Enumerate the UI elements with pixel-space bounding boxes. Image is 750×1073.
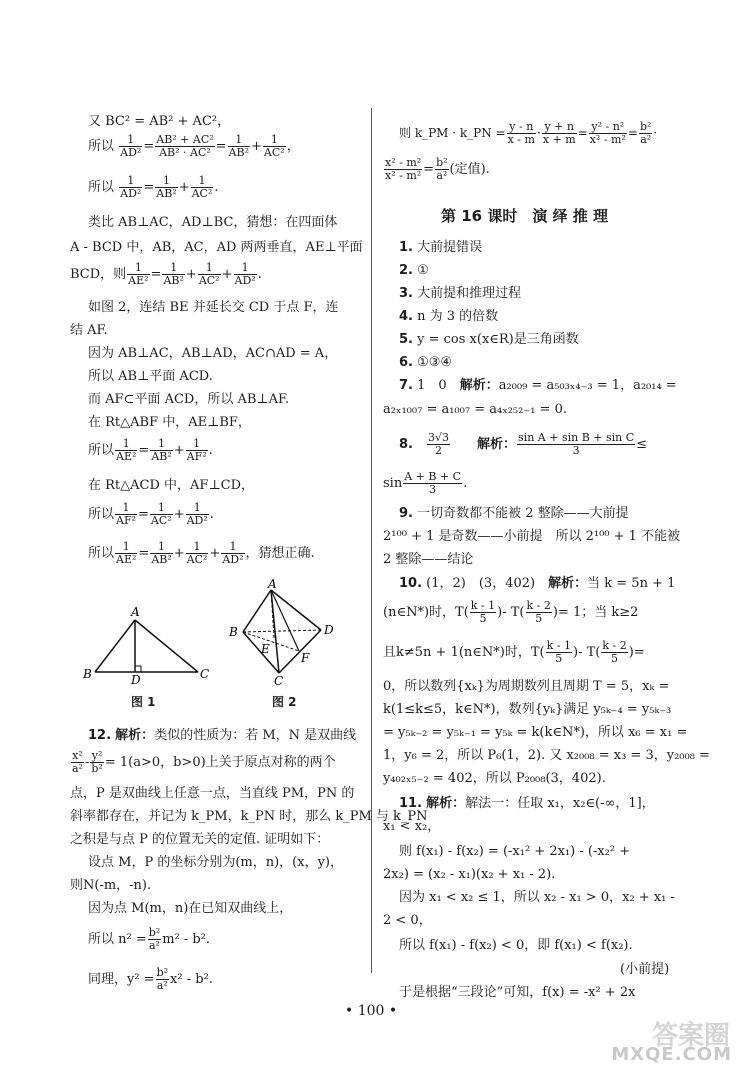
- formula-line: 所以 $\frac{1}{\text{AD²}}$ = $\frac{\text{AB² + AC²}}{\text{AB² · AC²}}$ = $\frac{1}{\text{AB²}}$ + $\frac{1}{\text{AC²}}$ ，: [88, 133, 300, 159]
- figure-1-caption: 图 1: [131, 695, 156, 709]
- text-line: 0，所以数列{xₖ}为周期数列且周期 T = 5，xₖ =: [383, 679, 670, 694]
- text-line: 而 AF⊂平面 ACD，所以 AB⊥AF.: [88, 392, 290, 407]
- text-line: 类比 AB⊥AC，AD⊥BC，猜想：在四面体: [88, 215, 338, 230]
- fraction: $\frac{\text{b²}}{\text{a²}}$: [436, 156, 448, 182]
- point-label-E: E: [261, 642, 270, 656]
- text-line: 又 BC² = AB² + AC²，: [88, 114, 231, 129]
- formula-line: 所以 $\frac{1}{\text{AF²}}$ = $\frac{1}{\text{AC²}}$ + $\frac{1}{\text{AD²}}$ .: [88, 501, 214, 527]
- point-label-B: B: [229, 625, 238, 639]
- text-line: 2¹⁰⁰ + 1 是奇数——小前提 所以 2¹⁰⁰ + 1 不能被: [383, 529, 681, 544]
- fraction: $\frac{\text{AB² + AC²}}{\text{AB² · AC²}}$: [156, 133, 214, 159]
- fraction: $\frac{1}{\text{AD²}}$: [222, 540, 244, 566]
- figure-2-caption: 图 2: [272, 695, 297, 709]
- answer-1: 1. 大前提错误: [399, 240, 483, 255]
- text-line: 在 Rt△ABF 中，AE⊥BF，: [88, 415, 251, 430]
- fraction: $\frac{1}{\text{AB²}}$: [151, 437, 172, 463]
- fraction: $\frac{1}{\text{AD²}}$: [234, 261, 256, 287]
- fraction: $\frac{1}{\text{AF²}}$: [116, 501, 137, 527]
- fraction: $\frac{k - 2}{5}$: [526, 599, 551, 625]
- lesson-heading: 第 16 课时 演 绎 推 理: [441, 207, 608, 225]
- formula-line: $\frac{\text{x² - m²}}{\text{x² - m²}}$ = $\frac{\text{b²}}{\text{a²}}$ (定值).: [385, 156, 490, 182]
- fraction: $\frac{k - 2}{5}$: [602, 639, 627, 665]
- text-line: y₄₀₂ₓ₅₋₂ = 402，所以 P₂₀₀₈(3，402).: [383, 771, 606, 786]
- fraction: $\frac{1}{\text{AE²}}$: [116, 540, 137, 566]
- fraction: $\frac{A + B + C}{3}$: [404, 470, 462, 496]
- column-divider: [371, 108, 372, 973]
- formula-line: sin $\frac{A + B + C}{3}$ .: [383, 470, 468, 496]
- fraction: $\frac{\text{x²}}{\text{a²}}$: [72, 749, 83, 775]
- point-label-C: C: [274, 674, 284, 688]
- fraction: $\frac{\text{x² - m²}}{\text{x² - m²}}$: [385, 156, 422, 182]
- minor-premise-note: (小前提): [620, 962, 670, 977]
- point-label-B: B: [83, 667, 92, 681]
- point-label-C: C: [200, 667, 210, 681]
- fraction: $\frac{\text{y² - n²}}{\text{x² - m²}}$: [589, 120, 626, 146]
- formula-line: $\frac{\text{x²}}{\text{a²}}$ - $\frac{\text{y²}}{\text{b²}}$ = 1(a>0，b>0)上关于原点对称的两个: [72, 749, 336, 775]
- text-line: 2x₂) = (x₂ - x₁)(x₂ + x₁ - 2).: [383, 867, 556, 882]
- fraction: $\frac{1}{\text{AB²}}$: [163, 261, 184, 287]
- text-line: 2 < 0，: [383, 913, 432, 928]
- text-line: 之积是与点 P 的位置无关的定值. 证明如下：: [70, 832, 330, 847]
- text-line: 所以 AB⊥平面 ACD.: [88, 369, 213, 384]
- fraction: $\frac{k - 1}{5}$: [470, 599, 496, 625]
- formula-line: 所以 $\frac{1}{\text{AE²}}$ = $\frac{1}{\text{AB²}}$ + $\frac{1}{\text{AC²}}$ + $\frac{1}{\text{AD²}}$ ，猜想正确.: [88, 540, 315, 566]
- answer-9: 9. 一切奇数都不能被 2 整除——大前提: [399, 506, 629, 521]
- point-label-D: D: [131, 673, 141, 685]
- formula-line: 所以 $\frac{1}{\text{AD²}}$ = $\frac{1}{\text{AB²}}$ + $\frac{1}{\text{AC²}}$ .: [88, 174, 219, 200]
- answer-11: 11. 解析：解法一：任取 x₁，x₂∈(-∞，1]，: [399, 796, 655, 811]
- text-line: x₁ < x₂，: [383, 819, 441, 834]
- fraction: $\frac{1}{\text{AC²}}$: [186, 540, 208, 566]
- text-line: 结 AF.: [70, 323, 108, 338]
- fraction: $\frac{1}{\text{AD²}}$: [120, 174, 142, 200]
- fraction: $\frac{\text{sin A + sin B + sin C}}{3}$: [518, 431, 635, 457]
- point-label-A: A: [268, 578, 277, 591]
- fraction: $\frac{1}{\text{AD²}}$: [186, 501, 208, 527]
- watermark-logo: [612, 1013, 740, 1069]
- answer-2: 2. ①: [399, 263, 429, 278]
- text-line: 因为点 M(m，n)在已知双曲线上，: [88, 901, 293, 916]
- text: 所以: [88, 139, 115, 154]
- fraction: $\frac{k - 1}{5}$: [546, 639, 571, 665]
- fraction: $\frac{y - n}{x - m}$: [507, 120, 535, 146]
- text-line: 所以 f(x₁) - f(x₂) < 0，即 f(x₁) < f(x₂).: [399, 938, 633, 953]
- text-line: 因为 AB⊥AC，AB⊥AD，AC∩AD = A，: [88, 346, 338, 361]
- watermark-cn: 答案圈: [651, 1021, 730, 1051]
- text-line: 因为 x₁ < x₂ ≤ 1，所以 x₂ - x₁ > 0，x₂ + x₁ -: [399, 890, 675, 905]
- answer-8: 8. $\frac{3√3}{2}$ 解析： $\frac{\text{sin A + sin B + sin C}}{3}$ ≤: [399, 431, 648, 457]
- fraction: $\frac{\text{b²}}{\text{a²}}$: [639, 120, 652, 146]
- formula-line: 所以 n² = $\frac{\text{b²}}{\text{a²}}$ m² - b².: [88, 926, 211, 952]
- fraction: $\frac{1}{\text{AC²}}$: [191, 174, 213, 200]
- fraction: $\frac{3√3}{2}$: [428, 431, 450, 457]
- text-line: = y₅ₖ₋₂ = y₅ₖ₋₁ = y₅ₖ = k(k∈N*)，所以 x₆ = x₁ =: [383, 725, 688, 740]
- fraction: $\frac{1}{\text{AB²}}$: [151, 540, 172, 566]
- formula-line: 且k≠5n + 1(n∈N*)时，T( $\frac{k - 1}{5}$ )- T( $\frac{k - 2}{5}$ )=: [383, 639, 645, 665]
- figure-2-tetrahedron: [228, 578, 338, 688]
- fraction: $\frac{y + n}{x + m}$: [542, 120, 576, 146]
- text-line: 斜率都存在，并记为 k_PM，k_PN 时，那么 k_PM 与 k_PN: [70, 809, 428, 824]
- formula-line: (n∈N*)时，T( $\frac{k - 1}{5}$ )- T( $\frac{k - 2}{5}$ )= 1；当 k≥2: [383, 599, 639, 625]
- text-line: 如图 2，连结 BE 并延长交 CD 于点 F，连: [88, 300, 339, 315]
- page-number: • 100 •: [345, 1003, 398, 1019]
- figure-1-right-triangle: [80, 600, 220, 685]
- fraction: $\frac{1}{\text{AB²}}$: [156, 174, 177, 200]
- text-line: 则 f(x₁) - f(x₂) = (-x₁² + 2x₁) - (-x₂² +: [399, 844, 631, 859]
- fraction: $\frac{1}{\text{AE²}}$: [128, 261, 149, 287]
- answer-6: 6. ①③④: [399, 355, 453, 370]
- answer-4: 4. n 为 3 的倍数: [399, 309, 499, 324]
- point-label-A: A: [131, 605, 140, 619]
- fraction: $\frac{\text{b²}}{\text{a²}}$: [148, 926, 161, 952]
- answer-5: 5. y = cos x(x∈R)是三角函数: [399, 332, 579, 347]
- fraction: $\frac{\text{y²}}{\text{b²}}$: [91, 749, 103, 775]
- fraction: $\frac{1}{\text{AC²}}$: [150, 501, 172, 527]
- text-line: A - BCD 中，AB，AC，AD 两两垂直，AE⊥平面: [70, 240, 363, 255]
- fraction: $\frac{1}{\text{AC²}}$: [198, 261, 220, 287]
- formula-line: 所以 $\frac{1}{\text{AE²}}$ = $\frac{1}{\text{AB²}}$ + $\frac{1}{\text{AF²}}$ .: [88, 437, 213, 463]
- formula-line: 则 k_PM · k_PN = $\frac{y - n}{x - m}$ · $\frac{y + n}{x + m}$ = $\frac{\text{y² - n²}}{\text{x² - m²}}$ = $\frac{\text{b²}}{\text{a²}}$ ·: [399, 120, 658, 146]
- text-line: 则N(-m，-n).: [70, 878, 152, 893]
- point-label-D: D: [324, 623, 334, 637]
- point-label-F: F: [301, 651, 310, 665]
- text-line: 设点 M，P 的坐标分别为(m，n)，(x，y)，: [88, 855, 343, 870]
- text-line: 于是根据“三段论”可知，f(x) = -x² + 2x: [399, 985, 636, 1000]
- fraction: $\frac{1}{\text{AD²}}$: [120, 133, 142, 159]
- fraction: $\frac{1}{\text{AE²}}$: [116, 437, 137, 463]
- answer-3: 3. 大前提和推理过程: [399, 286, 522, 301]
- fraction: $\frac{1}{\text{AC²}}$: [263, 133, 285, 159]
- fraction: $\frac{\text{b²}}{\text{a²}}$: [156, 966, 169, 992]
- answer-7: 7. 1 0 解析：a₂₀₀₉ = a₅₀₃ₓ₄₋₃ = 1，a₂₀₁₄ =: [399, 378, 677, 393]
- fraction: $\frac{1}{\text{AB²}}$: [228, 133, 250, 159]
- problem-12-line: 12. 解析：类似的性质为：若 M，N 是双曲线: [88, 728, 357, 743]
- formula-line: 同理，y² = $\frac{\text{b²}}{\text{a²}}$ x² - b².: [88, 966, 213, 992]
- text-line: k(1≤k≤5，k∈N*)，数列{yₖ}满足 y₅ₖ₋₄ = y₅ₖ₋₃: [383, 702, 672, 717]
- text-line: 点，P 是双曲线上任意一点，当直线 PM，PN 的: [70, 786, 355, 801]
- answer-10: 10. (1，2) (3，402) 解析：当 k = 5n + 1: [399, 576, 676, 591]
- fraction: $\frac{1}{\text{AF²}}$: [186, 437, 207, 463]
- text-line: 2 整除——结论: [383, 552, 474, 567]
- watermark-en: MXQE.COM: [611, 1044, 732, 1065]
- text-line: 在 Rt△ACD 中，AF⊥CD，: [88, 478, 255, 493]
- text-line: a₂ₓ₁₀₀₇ = a₁₀₀₇ = a₄ₓ₂₅₂₋₁ = 0.: [383, 402, 567, 417]
- formula-line: BCD，则 $\frac{1}{\text{AE²}}$ = $\frac{1}{\text{AB²}}$ + $\frac{1}{\text{AC²}}$ + $\frac{1}{\text{AD²}}$ .: [70, 261, 262, 287]
- text-line: 1，y₆ = 2，所以 P₆(1，2). 又 x₂₀₀₈ = x₃ = 3，y₂₀₀₈ =: [383, 748, 710, 763]
